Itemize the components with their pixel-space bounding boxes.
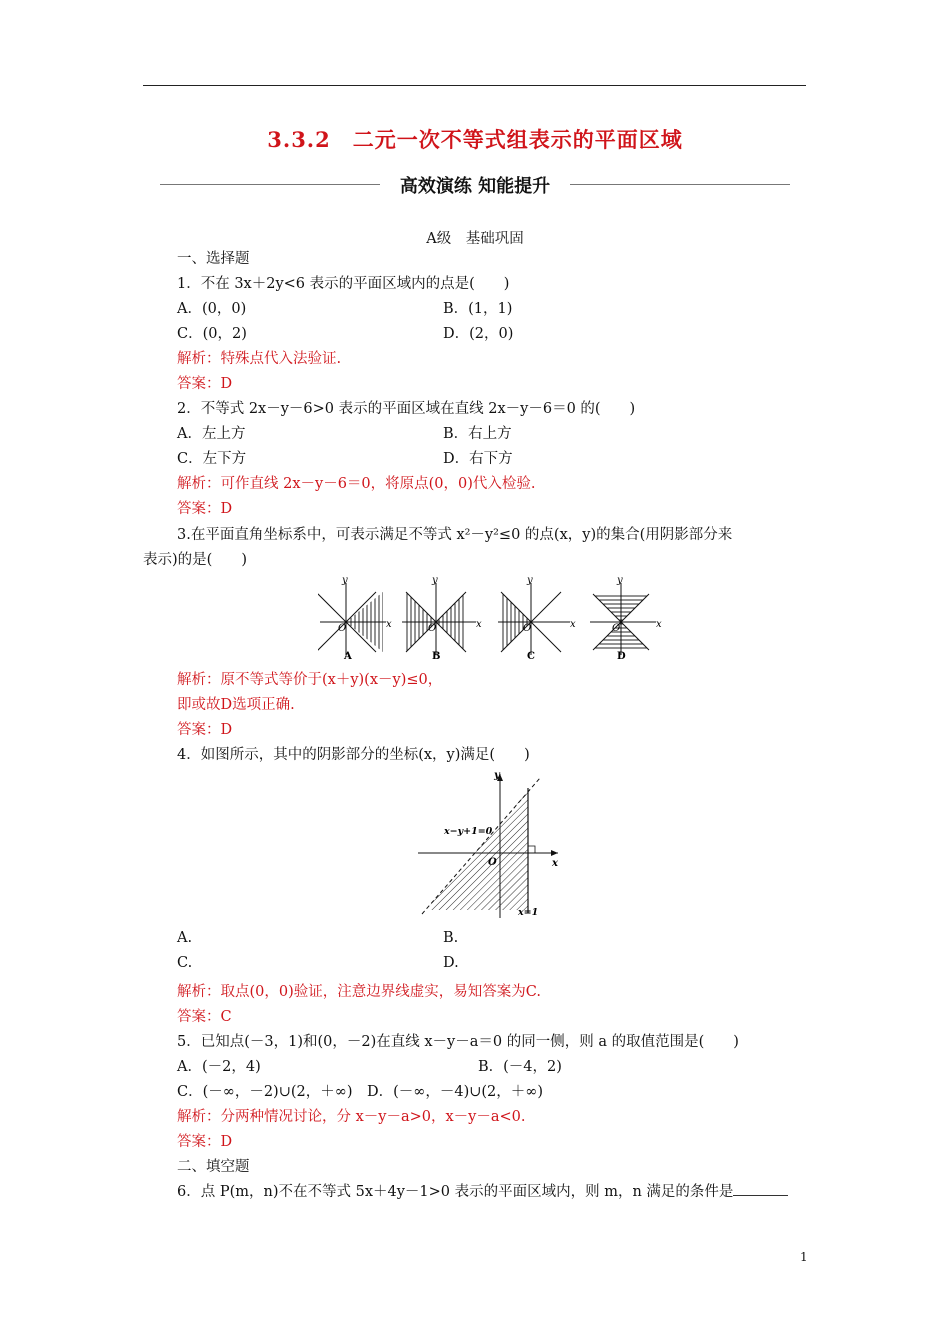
q4-fig-line-label: x−y+1=0 [444, 826, 493, 837]
q1-option-c: C．(0，2) [177, 326, 247, 342]
q4-option-d: D. [443, 955, 459, 971]
q5-option-b: B．(－4，2) [478, 1059, 562, 1075]
page-number: 1 [800, 1250, 808, 1264]
q2-analysis: 解析：可作直线 2x－y－6＝0，将原点(0，0)代入检验. [177, 476, 536, 492]
q3-stem-line2: 表示)的是( ) [143, 552, 247, 568]
q3-figure [318, 575, 668, 665]
q4-fig-x1-label: x=1 [518, 907, 539, 918]
q3-fig-d-x: x [656, 619, 662, 630]
q5-stem: 5．已知点(－3，1)和(0，－2)在直线 x－y－a＝0 的同一侧，则 a 的取值范围是( ) [177, 1034, 739, 1050]
q3-fig-a [318, 575, 392, 662]
q3-fig-d [590, 575, 662, 662]
q2-option-d: D．右下方 [443, 451, 513, 467]
q4-fig-y: y [494, 770, 500, 781]
q4-option-c: C. [177, 955, 193, 971]
q5-answer: 答案：D [177, 1134, 233, 1150]
q3-fig-c-y: y [527, 575, 533, 586]
q3-analysis-line2: 即或故D选项正确. [177, 697, 295, 713]
q6-stem-text: 6．点 P(m，n)不在不等式 5x＋4y－1>0 表示的平面区域内，则 m，n 满足的条件是 [177, 1184, 734, 1200]
q5-analysis: 解析：分两种情况讨论，分 x－y－a>0，x－y－a<0. [177, 1109, 526, 1125]
section-fill: 二、填空题 [177, 1159, 250, 1175]
q3-fig-b [402, 575, 482, 662]
q2-answer: 答案：D [177, 501, 233, 517]
subtitle-banner [160, 172, 790, 198]
q3-fig-b-y: y [432, 575, 438, 586]
q3-fig-b-o: O [428, 623, 437, 634]
q3-fig-c [498, 575, 576, 662]
q3-fig-a-y: y [342, 575, 348, 586]
q1-option-d: D．(2，0) [443, 326, 514, 342]
level-heading: A级 基础巩固 [426, 231, 524, 247]
q1-stem: 1．不在 3x＋2y<6 表示的平面区域内的点是( ) [177, 276, 510, 292]
q5-option-cd: C．(－∞，－2)∪(2，＋∞) D．(－∞，－4)∪(2，＋∞) [177, 1084, 543, 1100]
subtitle: 高效演练 知能提升 [399, 176, 551, 197]
q2-option-b: B．右上方 [443, 426, 512, 442]
q2-option-a: A．左上方 [177, 426, 246, 442]
q3-fig-b-label: B [432, 651, 441, 662]
q3-fig-d-o: O [612, 623, 621, 634]
q1-answer: 答案：D [177, 376, 233, 392]
q1-option-a: A．(0，0) [177, 301, 247, 317]
q4-answer: 答案：C [177, 1009, 232, 1025]
q2-option-c: C．左下方 [177, 451, 247, 467]
q3-analysis-line1: 解析：原不等式等价于(x＋y)(x－y)≤0， [177, 672, 443, 688]
q6-stem [177, 1180, 788, 1201]
q4-fig-x: x [552, 858, 558, 869]
page-title: 3.3.2 二元一次不等式组表示的平面区域 [267, 127, 683, 152]
q3-answer: 答案：D [177, 722, 233, 738]
q4-stem: 4．如图所示，其中的阴影部分的坐标(x，y)满足( ) [177, 747, 530, 763]
q5-option-a: A．(－2，4) [177, 1059, 261, 1075]
top-rule [143, 85, 806, 86]
q1-analysis: 解析：特殊点代入法验证. [177, 351, 342, 367]
q1-option-b: B．(1，1) [443, 301, 513, 317]
q3-fig-c-x: x [570, 619, 576, 630]
q3-fig-b-x: x [476, 619, 482, 630]
q3-fig-d-label: D [617, 651, 626, 662]
section-choice: 一、选择题 [177, 251, 250, 267]
q3-stem-line1: 3.在平面直角坐标系中，可表示满足不等式 x²－y²≤0 的点(x，y)的集合(用阴影部分来 [177, 527, 733, 543]
q2-stem: 2．不等式 2x－y－6>0 表示的平面区域在直线 2x－y－6＝0 的( ) [177, 401, 636, 417]
q3-fig-a-o: O [338, 623, 347, 634]
q4-fig-o: O [488, 857, 497, 868]
q3-fig-c-o: O [523, 623, 532, 634]
q4-analysis: 解析：取点(0，0)验证，注意边界线虚实，易知答案为C. [177, 984, 541, 1000]
q4-figure [418, 768, 568, 920]
q4-option-a: A. [177, 930, 193, 946]
q3-fig-c-label: C [527, 651, 535, 662]
q3-fig-d-y: y [617, 575, 623, 586]
q4-option-b: B. [443, 930, 459, 946]
q3-fig-a-x: x [386, 619, 392, 630]
q6-answer-blank [733, 1181, 788, 1196]
q3-fig-a-label: A [344, 651, 352, 662]
